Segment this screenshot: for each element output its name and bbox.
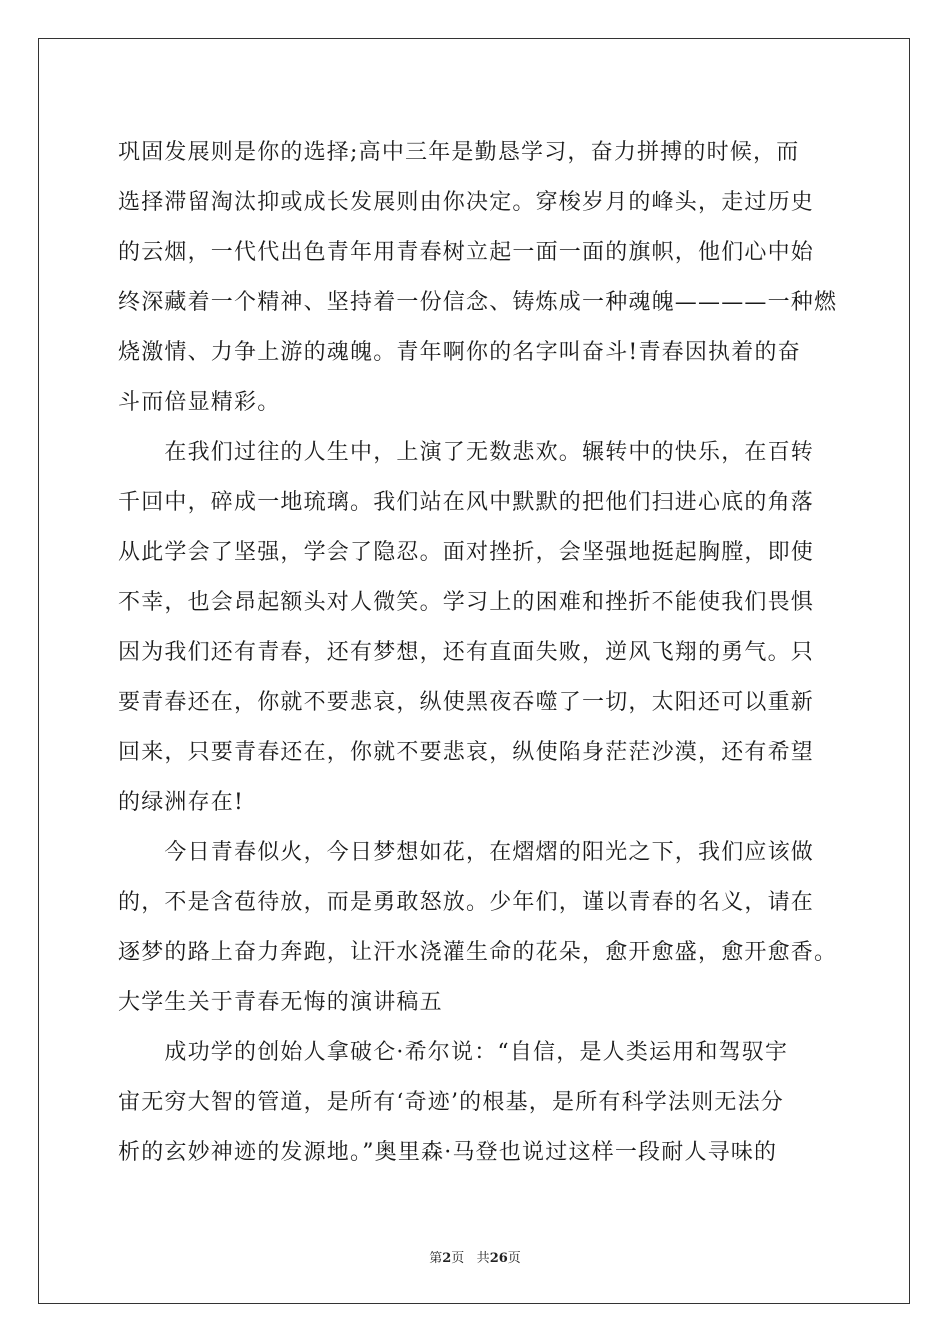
page-footer: [0, 1247, 950, 1266]
text-line: 的云烟，一代代出色青年用青春树立起一面一面的旗帜，他们心中始: [118, 240, 815, 265]
text-line: 因为我们还有青春，还有梦想，还有直面失败，逆风飞翔的勇气。只: [118, 640, 815, 665]
page-number: 2: [442, 1251, 452, 1266]
text-line: 逐梦的路上奋力奔跑，让汗水浇灌生命的花朵，愈开愈盛，愈开愈香。: [118, 940, 838, 965]
text-line: 千回中，碎成一地琉璃。我们站在风中默默的把他们扫进心底的角落: [118, 490, 815, 515]
text-line: 从此学会了坚强，学会了隐忍。面对挫折，会坚强地挺起胸膛，即使: [118, 540, 815, 565]
section-heading: 大学生关于青春无悔的演讲稿五: [118, 990, 443, 1015]
text-line: 今日青春似火，今日梦想如花，在熠熠的阳光之下，我们应该做: [118, 840, 815, 865]
text-line: 终深藏着一个精神、坚持着一份信念、铸炼成一种魂魄————一种燃: [118, 290, 838, 315]
total-suffix: 页: [507, 1251, 521, 1266]
text-line: 的绿洲存在!: [118, 790, 245, 815]
text-line: 宙无穷大智的管道，是所有‘奇迹’的根基，是所有科学法则无法分: [118, 1090, 784, 1115]
text-line: 回来，只要青春还在，你就不要悲哀，纵使陷身茫茫沙漠，还有希望: [118, 740, 815, 765]
text-line: 要青春还在，你就不要悲哀，纵使黑夜吞噬了一切，太阳还可以重新: [118, 690, 815, 715]
document-body: [118, 128, 838, 1178]
text-line: 的，不是含苞待放，而是勇敢怒放。少年们，谨以青春的名义，请在: [118, 890, 815, 915]
page-prefix: 第: [429, 1251, 443, 1266]
text-line: 巩固发展则是你的选择;高中三年是勤恳学习，奋力拼搏的时候，而: [118, 140, 800, 165]
text-line: 成功学的创始人拿破仑·希尔说：“自信，是人类运用和驾驭宇: [118, 1040, 789, 1065]
text-line: 斗而倍显精彩。: [118, 390, 281, 415]
total-pages: 26: [489, 1251, 508, 1266]
page-suffix: 页: [451, 1251, 465, 1266]
text-line: 不幸，也会昂起额头对人微笑。学习上的困难和挫折不能使我们畏惧: [118, 590, 815, 615]
text-line: 选择滞留淘汰抑或成长发展则由你决定。穿梭岁月的峰头，走过历史: [118, 190, 815, 215]
text-line: 在我们过往的人生中，上演了无数悲欢。辗转中的快乐，在百转: [118, 440, 815, 465]
text-line: 烧激情、力争上游的魂魄。青年啊你的名字叫奋斗!青春因执着的奋: [118, 340, 801, 365]
text-line: 析的玄妙神迹的发源地。”奥里森·马登也说过这样一段耐人寻味的: [118, 1140, 778, 1165]
total-prefix: 共: [476, 1251, 490, 1266]
